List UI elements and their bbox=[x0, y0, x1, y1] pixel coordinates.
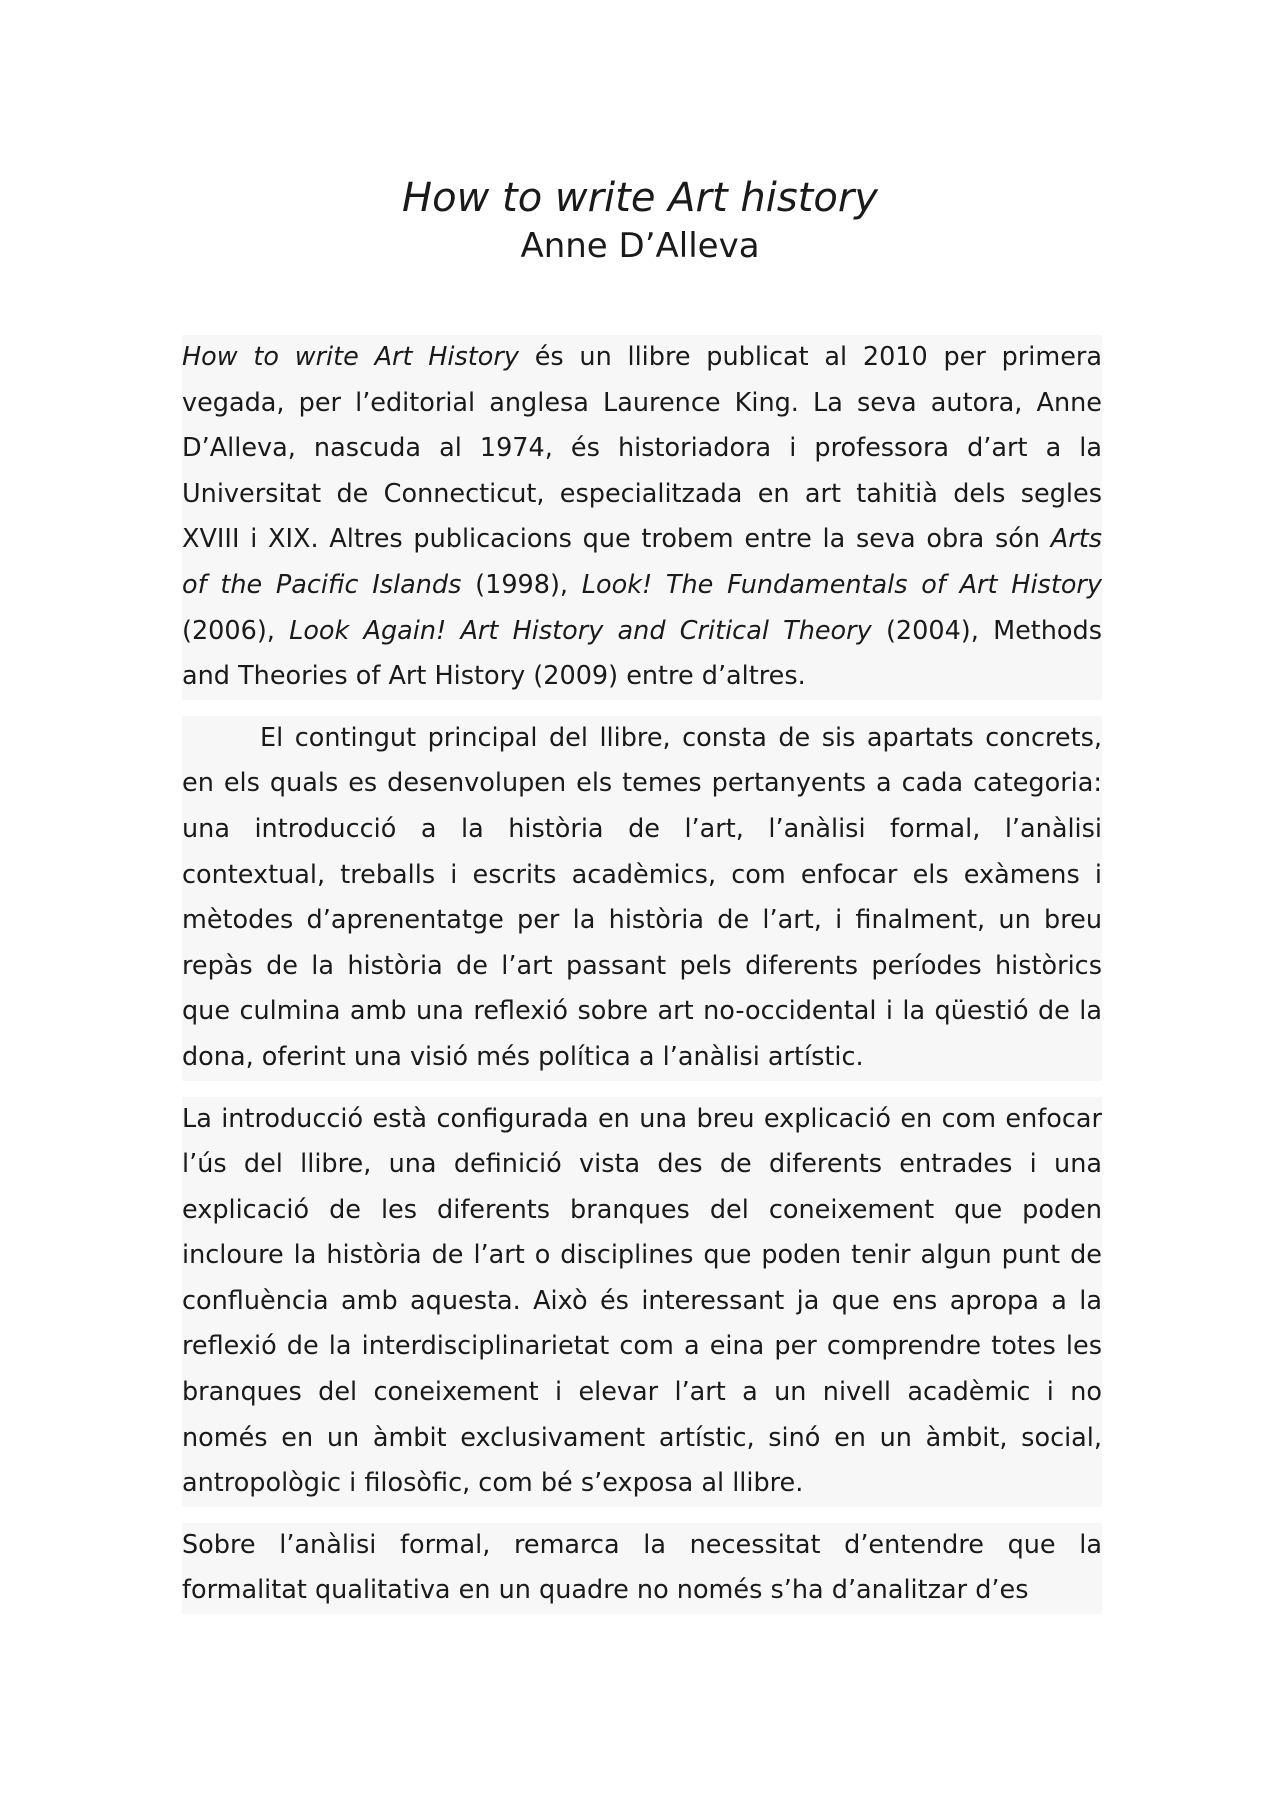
text-run: (1998), bbox=[461, 569, 582, 600]
document-title: How to write Art history bbox=[402, 175, 878, 221]
book-title-ref: Look! The Fundamentals of Art History bbox=[581, 569, 1102, 600]
paragraph-introduction bbox=[182, 1097, 1102, 1507]
text-run: El contingut principal del llibre, consta de sis apartats concrets, en els quals es desenvolupen els temes pertanyents a cada categoria: una introducció a la història de l’art, l’anàlisi formal, l’anàlisi contextual, treballs i escrits acadèmics, com enfocar els exàmens i mètodes d’aprenentatge per la història de l’art, i finalment, un breu repàs de la història de l’art passant pels diferents períodes històrics que culmina amb una reflexió sobre art no-occidental i la qüestió de la dona, oferint una visió més política a l’anàlisi artístic. bbox=[182, 722, 1102, 1072]
text-run: és un llibre publicat al 2010 per primera vegada, per l’editorial anglesa Laurence King. La seva autora, Anne D’Alleva, nascuda al 1974, és historiadora i professora d’art a la Universitat de Connecticut, especialitzada en art tahitià dels segles XVIII i XIX. Altres publicacions que trobem entre la seva obra són bbox=[182, 342, 1102, 555]
book-title-ref: Arts of the Pacific Islands bbox=[182, 524, 1102, 600]
paragraph-intro bbox=[182, 335, 1102, 700]
paragraph-contents bbox=[182, 716, 1102, 1081]
book-title-ref: Look Again! Art History and Critical Theory bbox=[289, 615, 872, 646]
book-title-ref: How to write Art History bbox=[182, 342, 519, 372]
document-author: Anne D’Alleva bbox=[520, 226, 760, 266]
text-run: (2004), Methods and Theories of Art History (2009) entre d’altres. bbox=[182, 615, 1102, 692]
text-run: La introducció està configurada en una breu explicació en com enfocar l’ús del llibre, una definició vista des de diferents entrades i una explicació de les diferents branques del coneixement que poden incloure la història de l’art o disciplines que poden tenir algun punt de confluència amb aquesta. Això és interessant ja que ens apropa a la reflexió de la interdisciplinarietat com a eina per comprendre totes les branques del coneixement i elevar l’art a un nivell acadèmic i no només en un àmbit exclusivament artístic, sinó en un àmbit, social, antropològic i filosòfic, com bé s’exposa al llibre. bbox=[182, 1103, 1102, 1499]
body-text bbox=[182, 335, 1102, 1630]
title-block bbox=[0, 172, 1280, 268]
paragraph-formal-analysis bbox=[182, 1523, 1102, 1614]
text-run: Sobre l’anàlisi formal, remarca la necessitat d’entendre que la formalitat qualitativa en un quadre no només s’ha d’analitzar d’es bbox=[182, 1529, 1102, 1606]
text-run: (2006), bbox=[182, 615, 290, 646]
